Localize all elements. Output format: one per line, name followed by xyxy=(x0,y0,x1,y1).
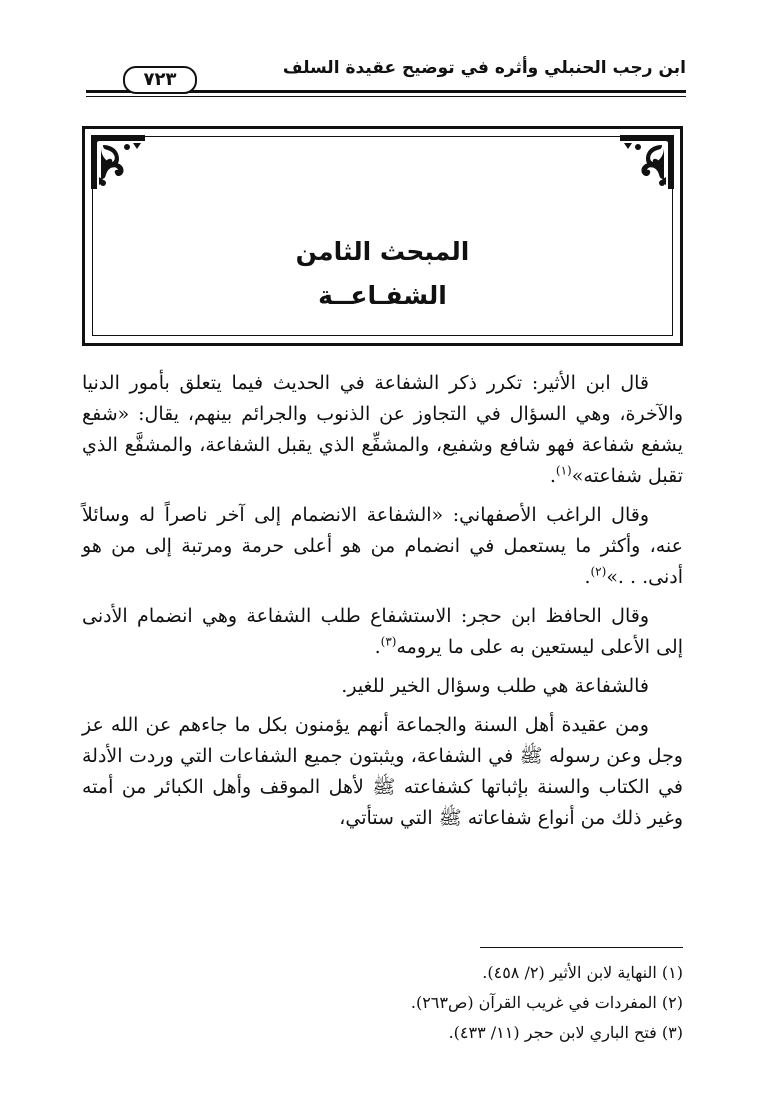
header-rule-thin xyxy=(86,96,686,97)
section-subheading: الشفـاعــة xyxy=(318,281,447,310)
running-header xyxy=(86,58,686,98)
paragraph: فالشفاعة هي طلب وسؤال الخير للغير. xyxy=(341,675,649,697)
chapter-title-frame xyxy=(82,126,683,346)
footnote: (٢) المفردات في غريب القرآن (ص٢٦٣). xyxy=(410,993,683,1012)
footnote: (١) النهاية لابن الأثير (٢/ ٤٥٨). xyxy=(482,963,683,982)
footnote-ref: (١) xyxy=(555,463,572,478)
paragraph: وقال الحافظ ابن حجر: الاستشفاع طلب الشفاعة وهي انضمام الأدنى إلى الأعلى ليستعين به على ما يرومه$^{(٣)}$. xyxy=(82,605,683,658)
footnotes xyxy=(82,958,683,1048)
paragraph: قال ابن الأثير: تكرر ذكر الشفاعة في الحديث فيما يتعلق بأمور الدنيا والآخرة، وهي السؤال في التجاوز عن الذنوب والجرائم بينهم، يقال: «شفع يشفع شفاعة فهو شافع وشفيع، والمشفِّع الذي يقبل الشفاعة، والمشفَّع الذي تقبل شفاعته»$^{(١)}$. xyxy=(82,372,683,487)
corner-ornament-icon xyxy=(89,133,147,191)
footnote-divider xyxy=(480,947,683,948)
corner-ornament-icon xyxy=(618,133,676,191)
paragraph: ومن عقيدة أهل السنة والجماعة أنهم يؤمنون بكل ما جاءهم عن الله عز وجل وعن رسوله ﷺ في الشفاعة، ويثبتون جميع الشفاعات التي وردت الأدلة في الكتاب والسنة بإثباتها كشفاعته ﷺ لأهل الموقف وأهل الكبائر من أمته وغير ذلك من أنواع شفاعاته ﷺ التي ستأتي، xyxy=(82,714,683,829)
footnote: (٣) فتح الباري لابن حجر (١١/ ٤٣٣). xyxy=(448,1023,683,1042)
page-number: ٧٢٣ xyxy=(123,66,197,94)
footnote-ref: (٣) xyxy=(380,634,397,649)
paragraph: وقال الراغب الأصفهاني: «الشفاعة الانضمام إلى آخر ناصراً له وسائلاً عنه، وأكثر ما يستعمل في انضمام من هو أعلى حرمة ومرتبة إلى من هو أدنى. . .»$^{(٢)}$. xyxy=(82,504,683,588)
book-title: ابن رجب الحنبلي وأثره في توضيح عقيدة السلف xyxy=(282,58,686,78)
body-text xyxy=(82,368,683,842)
section-heading: المبحث الثامن xyxy=(295,237,470,266)
footnote-ref: (٢) xyxy=(590,564,607,579)
